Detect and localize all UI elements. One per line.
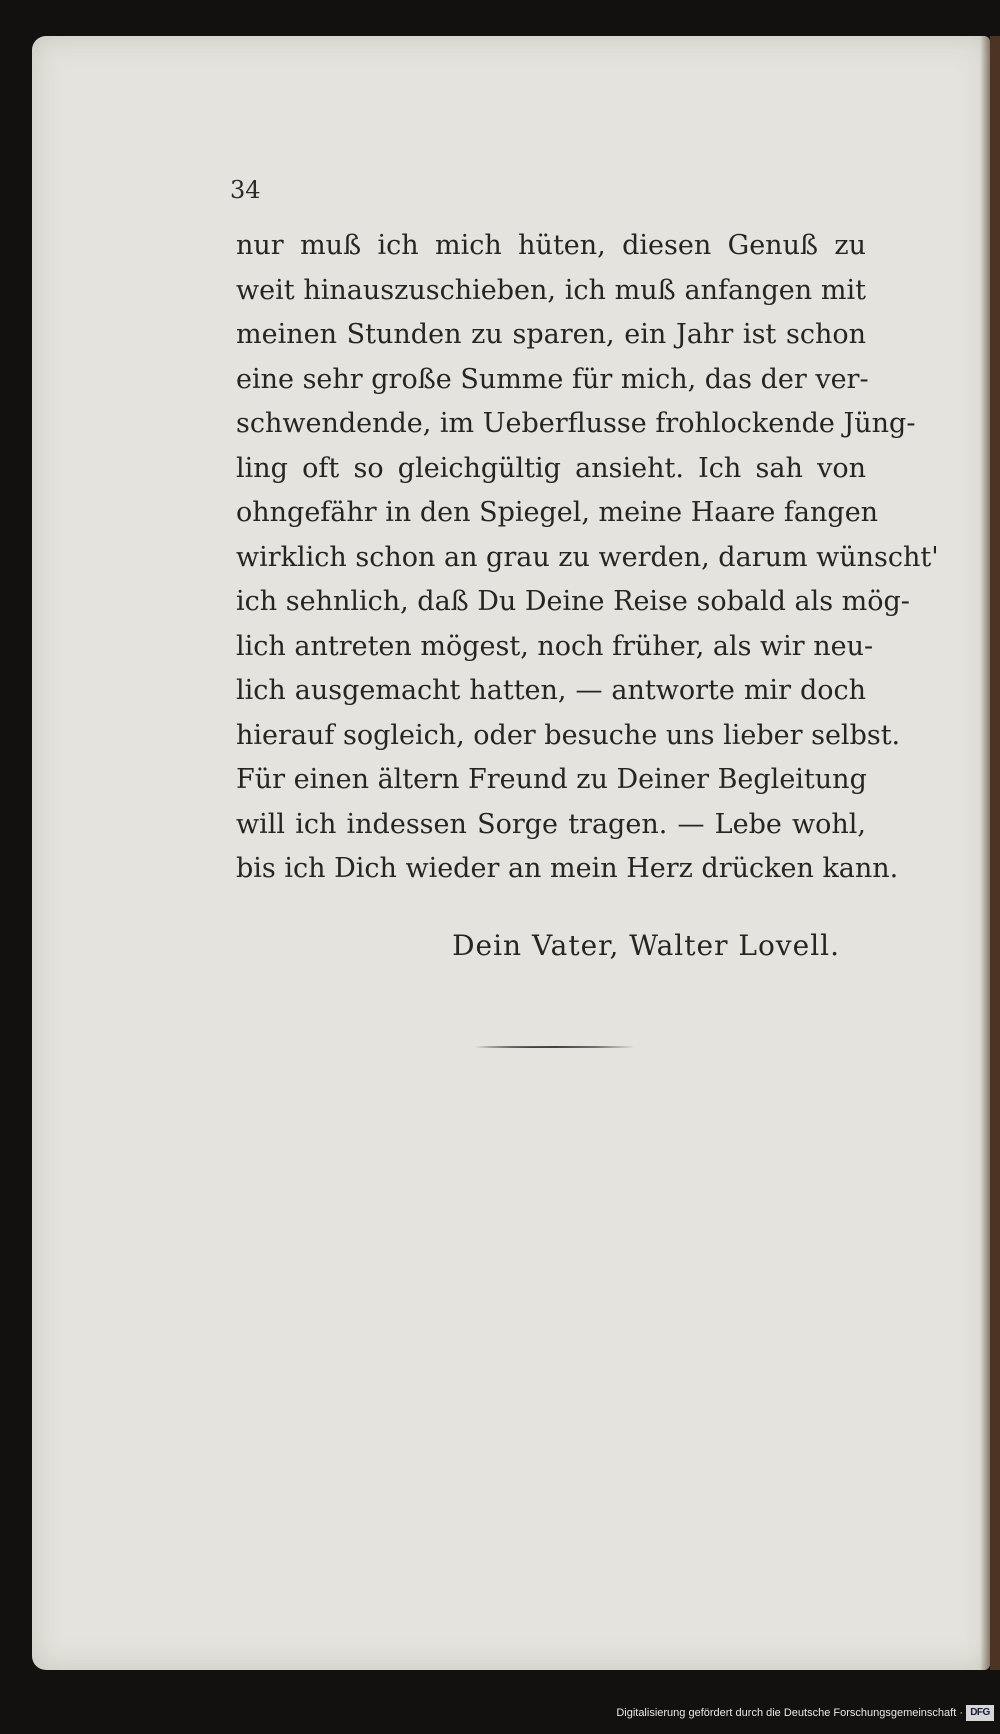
text-line: lich ausgemacht hatten, — antworte mir doch bbox=[236, 675, 866, 706]
text-line: eine sehr große Summe für mich, das der ver- bbox=[236, 363, 869, 395]
dfg-logo: DFG bbox=[966, 1705, 994, 1721]
text-line: will ich indessen Sorge tragen. — Lebe wohl, bbox=[236, 808, 866, 840]
text-line: schwendende, im Ueberflusse frohlockende Jüng- bbox=[236, 408, 916, 439]
book-edge bbox=[990, 36, 1000, 1670]
text-line: bis ich Dich wieder an mein Herz drücken kann. bbox=[236, 853, 899, 884]
text-line: meinen Stunden zu sparen, ein Jahr ist schon bbox=[236, 319, 866, 350]
text-line: Für einen ältern Freund zu Deiner Begleitung bbox=[236, 764, 867, 795]
digitization-credit: Digitalisierung gefördert durch die Deutsche Forschungsgemeinschaft · bbox=[616, 1707, 963, 1719]
text-line: weit hinauszuschieben, ich muß anfangen mit bbox=[236, 274, 866, 306]
text-line: hierauf sogleich, oder besuche uns lieber selbst. bbox=[236, 719, 901, 751]
text-line: ohngefähr in den Spiegel, meine Haare fangen bbox=[236, 497, 879, 528]
text-line: ling oft so gleichgültig ansieht. Ich sah von bbox=[236, 452, 866, 484]
letter-signature: Dein Vater, Walter Lovell. bbox=[452, 929, 840, 962]
text-line: ich sehnlich, daß Du Deine Reise sobald als mög- bbox=[236, 586, 910, 617]
text-line: nur muß ich mich hüten, diesen Genuß zu bbox=[236, 230, 866, 261]
divider-rule bbox=[475, 1045, 635, 1049]
page-number: 34 bbox=[230, 176, 261, 204]
text-line: lich antreten mögest, noch früher, als wir neu- bbox=[236, 630, 874, 662]
body-text bbox=[236, 224, 939, 892]
text-line: wirklich schon an grau zu werden, darum wünscht' bbox=[236, 541, 939, 573]
